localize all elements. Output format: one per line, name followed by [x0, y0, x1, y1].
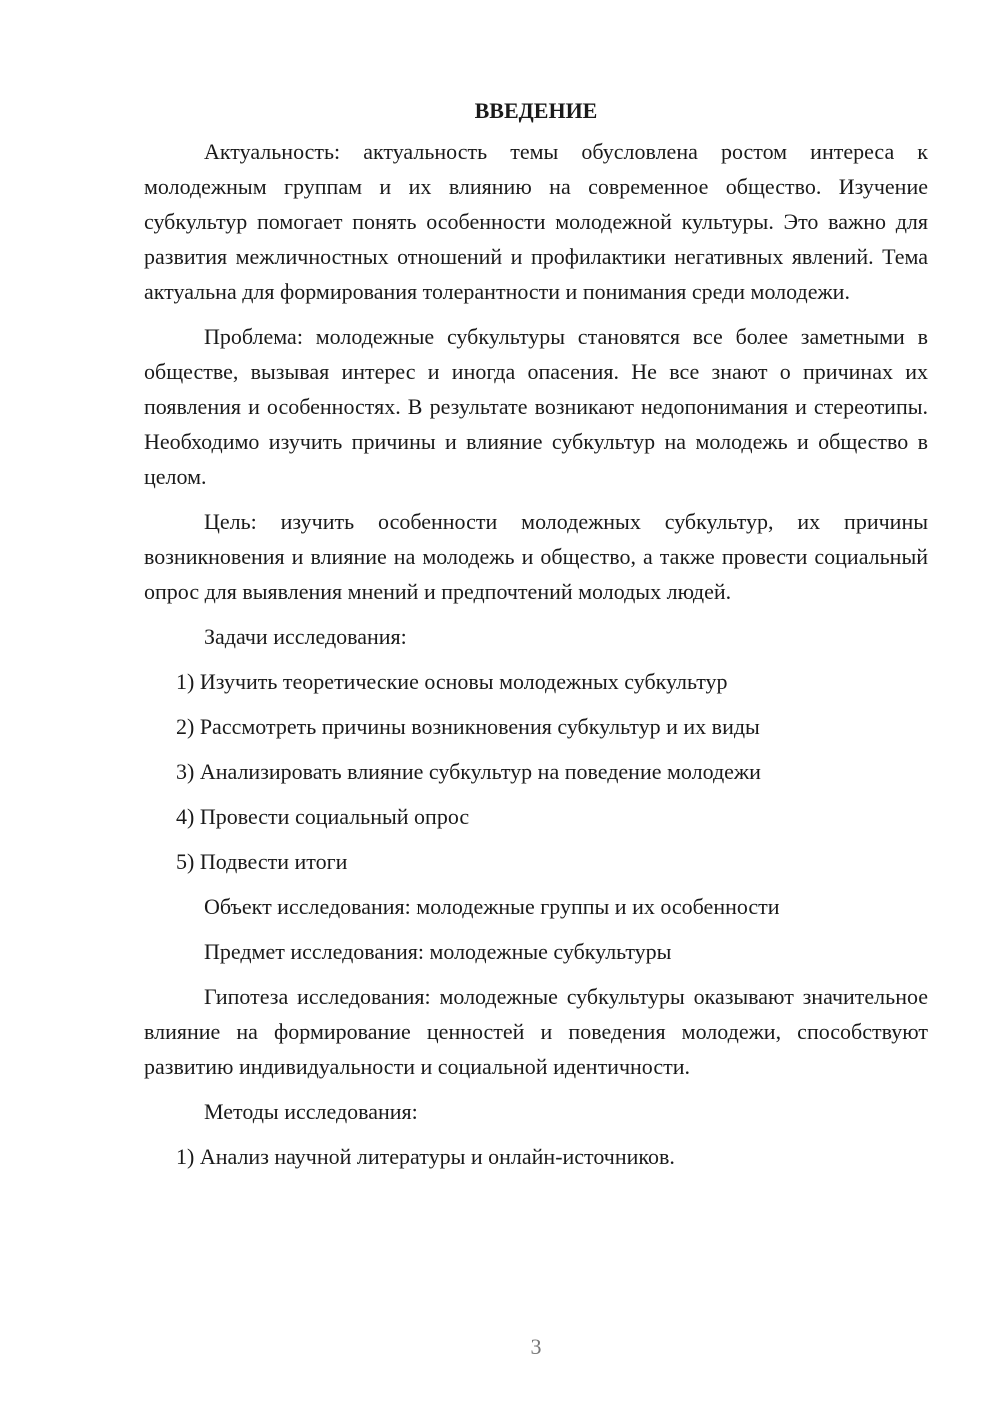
hypothesis-paragraph: Гипотеза исследования: молодежные субкультуры оказывают значительное влияние на формирование ценностей и поведения молодежи, способствуют развитию индивидуальности и социальной идентичности.: [144, 984, 928, 1079]
methods-heading: Методы исследования:: [204, 1099, 418, 1124]
research-object: Объект исследования: молодежные группы и их особенности: [204, 894, 780, 919]
page-number: 3: [530, 1334, 542, 1359]
task-item: 1) Изучить теоретические основы молодежных субкультур: [176, 669, 728, 694]
task-item: 5) Подвести итоги: [176, 849, 348, 874]
task-item: 2) Рассмотреть причины возникновения субкультур и их виды: [176, 714, 760, 739]
tasks-heading: Задачи исследования:: [204, 624, 407, 649]
task-item: 3) Анализировать влияние субкультур на поведение молодежи: [176, 759, 761, 784]
relevance-paragraph: Актуальность: актуальность темы обусловлена ростом интереса к молодежным группам и их влиянию на современное общество. Изучение субкультур помогает понять особенности молодежной культуры. Это важно для развития межличностных отношений и профилактики негативных явлений. Тема актуальна для формирования толерантности и понимания среди молодежи.: [144, 139, 928, 304]
goal-paragraph: Цель: изучить особенности молодежных субкультур, их причины возникновения и влияние на молодежь и общество, а также провести социальный опрос для выявления мнений и предпочтений молодых людей.: [144, 509, 928, 604]
problem-paragraph: Проблема: молодежные субкультуры становятся все более заметными в обществе, вызывая интерес и иногда опасения. Не все знают о причинах их появления и особенностях. В результате возникают недопонимания и стереотипы. Необходимо изучить причины и влияние субкультур на молодежь и общество в целом.: [144, 324, 928, 489]
task-item: 4) Провести социальный опрос: [176, 804, 470, 829]
document-page: [144, 96, 928, 1184]
method-item: 1) Анализ научной литературы и онлайн-источников.: [176, 1144, 675, 1169]
section-title: ВВЕДЕНИЕ: [474, 98, 598, 123]
research-subject: Предмет исследования: молодежные субкультуры: [204, 939, 672, 964]
